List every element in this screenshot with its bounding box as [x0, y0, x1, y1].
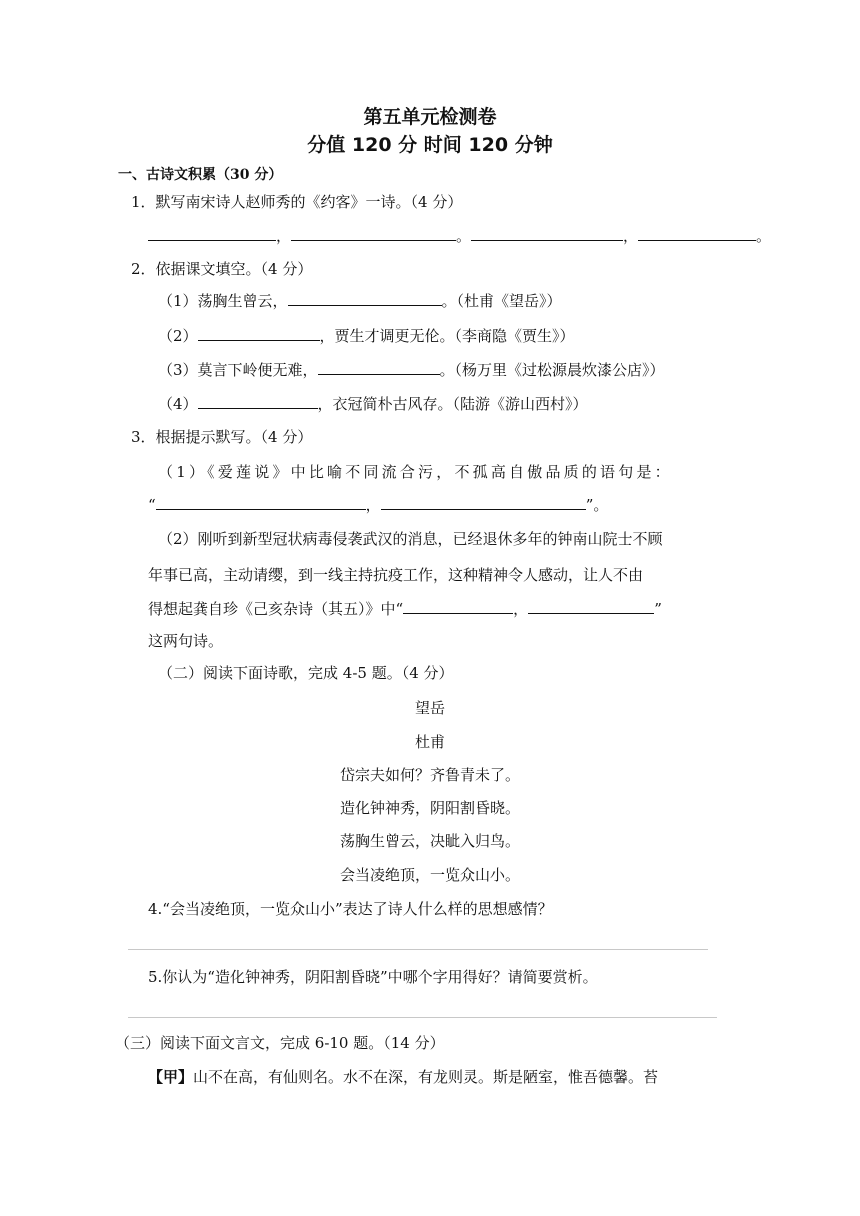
q3-item-2-line1: （2）刚听到新型冠状病毒侵袭武汉的消息，已经退休多年的钟南山院士不顾 [158, 530, 663, 548]
poem-author: 杜甫 [414, 733, 445, 751]
q1-text: 1．默写南宋诗人赵师秀的《约客》一诗。（4 分） [131, 193, 463, 211]
answer-blank[interactable] [198, 325, 320, 341]
poem-line-2: 造化钟神秀，阴阳割昏晓。 [339, 799, 520, 817]
q2-item-1: （1）荡胸生曾云， 。（杜甫《望岳》） [158, 292, 562, 310]
q4-text: 4.“会当凌绝顶，一览众山小”表达了诗人什么样的思想感情？ [148, 900, 553, 918]
poem-line-1: 岱宗夫如何？齐鲁青未了。 [339, 766, 520, 784]
q3-text: 3．根据提示默写。（4 分） [131, 428, 313, 446]
answer-blank[interactable] [638, 225, 756, 241]
q3-item-1-blanks: “ ， ”。 [148, 496, 609, 514]
q4-answer-line[interactable] [128, 949, 708, 950]
q5-text: 5.你认为“造化钟神秀，阴阳割昏晓”中哪个字用得好？请简要赏析。 [148, 968, 598, 986]
section1-heading: 一、古诗文积累（30 分） [118, 167, 283, 183]
passage-jia: 【甲】山不在高，有仙则名。水不在深，有龙则灵。斯是陋室，惟吾德馨。苔 [148, 1068, 659, 1086]
answer-blank[interactable] [528, 598, 654, 614]
q3-item-2-line4: 这两句诗。 [148, 632, 224, 650]
q3-item-1-prompt: （1）《爱莲说》中比喻不同流合污，不孤高自傲品质的语句是： [158, 463, 673, 481]
q2-item-4: （4） ，衣冠简朴古风存。（陆游《游山西村》） [158, 395, 588, 413]
answer-blank[interactable] [471, 225, 623, 241]
poem-line-3: 荡胸生曾云，决眦入归鸟。 [339, 832, 520, 850]
passage-label: 【甲】 [148, 1068, 194, 1086]
q2-text: 2．依据课文填空。（4 分） [131, 260, 313, 278]
answer-blank[interactable] [198, 393, 318, 409]
poem-line-4: 会当凌绝顶，一览众山小。 [339, 866, 520, 884]
answer-blank[interactable] [148, 225, 276, 241]
q2-item-2: （2） ，贾生才调更无伦。（李商隐《贾生》） [158, 327, 575, 345]
section3-heading: （三）阅读下面文言文，完成 6-10 题。（14 分） [115, 1034, 445, 1052]
q3-item-2-line2: 年事已高，主动请缨，到一线主持抗疫工作，这种精神令人感动，让人不由 [148, 566, 644, 584]
answer-blank[interactable] [288, 290, 442, 306]
q1-blanks: ， 。 ， 。 [148, 225, 771, 247]
page-subtitle: 分值 120 分 时间 120 分钟 [307, 134, 553, 156]
answer-blank[interactable] [381, 494, 586, 510]
q2-item-3: （3）莫言下岭便无难， 。（杨万里《过松源晨炊漆公店》） [158, 361, 665, 379]
page-title: 第五单元检测卷 [363, 106, 497, 128]
section2-heading: （二）阅读下面诗歌，完成 4-5 题。（4 分） [158, 664, 454, 682]
q5-answer-line[interactable] [128, 1017, 717, 1018]
answer-blank[interactable] [156, 494, 366, 510]
answer-blank[interactable] [291, 225, 456, 241]
answer-blank[interactable] [403, 598, 513, 614]
q3-item-2-line3: 得想起龚自珍《己亥杂诗（其五）》中“ ， ” [148, 600, 662, 618]
poem-title: 望岳 [414, 699, 445, 717]
answer-blank[interactable] [318, 359, 440, 375]
